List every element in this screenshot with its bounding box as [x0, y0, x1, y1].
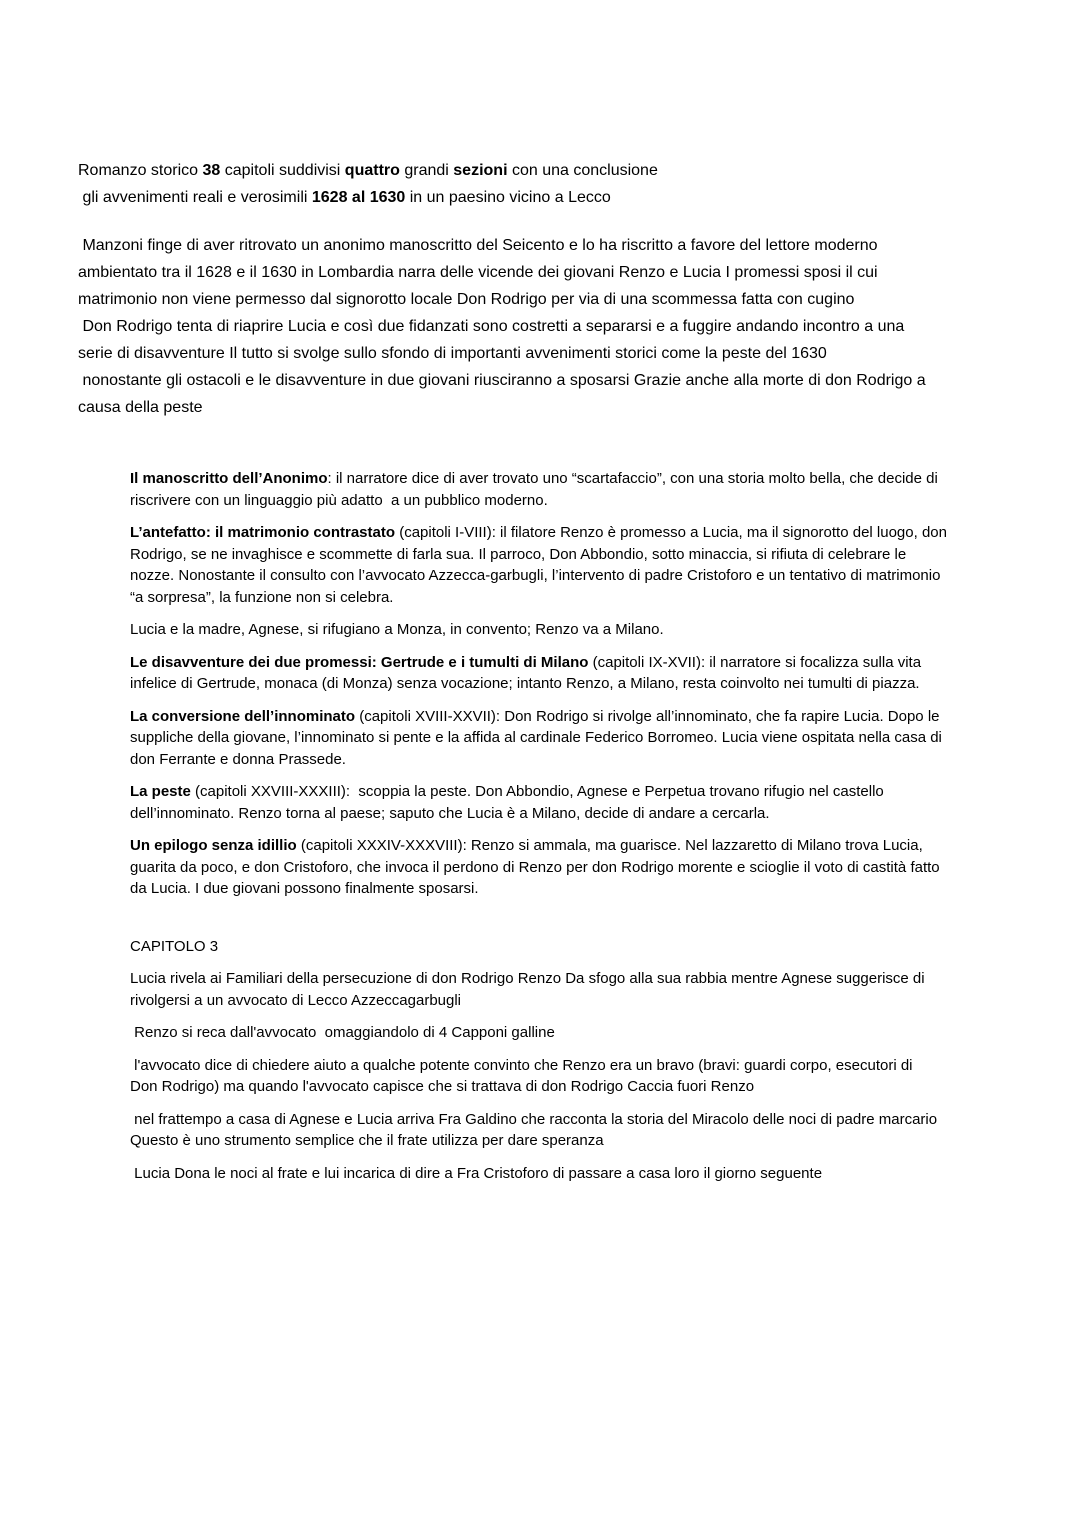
chapter-paragraph [130, 1055, 942, 1098]
text-run: gli avvenimenti reali e verosimili [78, 189, 312, 206]
bold-lead: Il manoscritto dell’Anonimo [130, 470, 328, 487]
bold-lead: La peste [130, 783, 191, 800]
summary-paragraph [130, 522, 952, 608]
text-run: in un paesino vicino a Lecco [405, 189, 611, 206]
text-run: (capitoli XXVIII-XXXIII): scoppia la peste. Don Abbondio, Agnese e Perpetua trovano rifugio nel castello dell’innominato. Renzo torna al paese; saputo che Lucia è a Milano, decide di andare a cercarla. [130, 783, 888, 822]
text-run: Manzoni finge di aver ritrovato un anonimo manoscritto del Seicento e lo ha riscritto a favore del lettore moderno ambientato tra il 1628 e il 1630 in Lombardia narra delle vicende dei giovani Renzo e Lucia I promessi sposi il cui matrimonio non viene permesso dal signorotto locale Don Rodrigo per via di una scommessa fatta con cugino [78, 237, 883, 308]
text-run: (capitoli IX-XVII): il narratore si focalizza sulla vita infelice di Gertrude, monaca (di Monza) senza vocazione; intanto Renzo, a Milano, resta coinvolto nei tumulti di piazza. [130, 653, 926, 692]
text-run: : il narratore dice di aver trovato uno “scartafaccio”, con una storia molto bella, che decide di riscrivere con un linguaggio più adatto a un pubblico moderno. [130, 470, 942, 509]
bold-lead: Un epilogo senza idillio [130, 837, 297, 854]
text-run: nonostante gli ostacoli e le disavventure in due giovani riusciranno a sposarsi Grazie anche alla morte di don Rodrigo a causa della peste [78, 372, 931, 416]
summary-paragraph [130, 468, 948, 511]
text-run: capitoli suddivisi [220, 162, 345, 179]
intro-paragraph [78, 367, 934, 421]
text-run: Romanzo storico [78, 162, 203, 179]
intro-head [78, 157, 934, 211]
chapter-paragraph [130, 1109, 942, 1152]
intro-section [78, 157, 934, 421]
summary-paragraph [130, 835, 948, 900]
intro-paragraph [78, 232, 934, 313]
text-run: nel frattempo a casa di Agnese e Lucia arriva Fra Galdino che racconta la storia del Miracolo delle noci di padre marcario Questo è uno strumento semplice che il frate utilizza per dare speranza [130, 1110, 942, 1149]
text-run: (capitoli XXXIV-XXXVIII): Renzo si ammala, ma guarisce. Nel lazzaretto di Milano trova Lucia, guarita da poco, e don Cristoforo, che invoca il perdono di Renzo per don Rodrigo morente e scioglie il voto di castità fatto da Lucia. I due giovani possono finalmente sposarsi. [130, 837, 944, 897]
text-run: Lucia Dona le noci al frate e lui incarica di dire a Fra Cristoforo di passare a casa loro il giorno seguente [130, 1164, 823, 1182]
summary-section [130, 468, 952, 900]
bold-lead: L’antefatto: il matrimonio contrastato [130, 524, 396, 541]
text-run: con una conclusione [507, 162, 658, 179]
text-run: grandi [399, 162, 454, 179]
text-run: (capitoli I-VIII): il filatore Renzo è promesso a Lucia, ma il signorotto del luogo, don Rodrigo, se ne invaghisce e scommette di farla sua. Il parroco, Don Abbondio, sotto minaccia, si rifiuta di celebrare le nozze. Nonostante il consulto con l’avvocato Azzecca-garbugli, l’intervento di padre Cristoforo e un tentativo di matrimonio “a sorpresa”, la funzione non si celebra. [130, 524, 952, 606]
bold-run: 38 [202, 162, 221, 179]
intro-body [78, 232, 934, 421]
text-run: Don Rodrigo tenta di riaprire Lucia e così due fidanzati sono costretti a separarsi e a fuggire andando incontro a una serie di disavventure Il tutto si svolge sullo sfondo di importanti avvenimenti storici come la peste del 1630 [78, 318, 909, 362]
text-run: Lucia rivela ai Familiari della persecuzione di don Rodrigo Renzo Da sfogo alla sua rabbia mentre Agnese suggerisce di rivolgersi a un avvocato di Lecco Azzeccagarbugli [130, 970, 929, 1009]
summary-paragraph [130, 652, 948, 695]
summary-paragraph [130, 781, 948, 824]
chapter-title [130, 936, 942, 958]
text-run: CAPITOLO 3 [130, 937, 219, 955]
chapter-paragraph [130, 968, 942, 1011]
bold-lead: La conversione dell’innominato [130, 707, 356, 725]
chapter-paragraph [130, 1163, 942, 1185]
bold-lead: Le disavventure dei due promessi: Gertrude e i tumulti di Milano [130, 653, 589, 671]
intro-line-2 [78, 184, 934, 211]
text-run: Lucia e la madre, Agnese, si rifugiano a Monza, in convento; Renzo va a Milano. [130, 621, 664, 638]
summary-paragraph [130, 619, 948, 641]
summary-paragraph [130, 706, 948, 771]
intro-line-1 [78, 157, 934, 184]
text-run: l'avvocato dice di chiedere aiuto a qualche potente convinto che Renzo era un bravo (bravi: guardi corpo, esecutori di Don Rodrigo) ma quando l'avvocato capisce che si trattava di don Rodrigo Caccia fuori Renzo [130, 1056, 917, 1095]
text-run: (capitoli XVIII-XXVII): Don Rodrigo si rivolge all’innominato, che fa rapire Lucia. Dopo le suppliche della giovane, l’innominato si pente e la affida al cardinale Federico Borromeo. Lucia viene ospitata nella casa di don Ferrante e donna Prassede. [130, 707, 947, 768]
bold-run: quattro [344, 162, 400, 179]
text-run: Renzo si reca dall'avvocato omaggiandolo di 4 Capponi galline [130, 1024, 555, 1041]
chapter-paragraph [130, 1022, 942, 1044]
bold-run: 1628 al 1630 [311, 189, 406, 206]
bold-run: sezioni [453, 162, 508, 179]
intro-paragraph [78, 313, 934, 367]
chapter-section [130, 936, 942, 1185]
